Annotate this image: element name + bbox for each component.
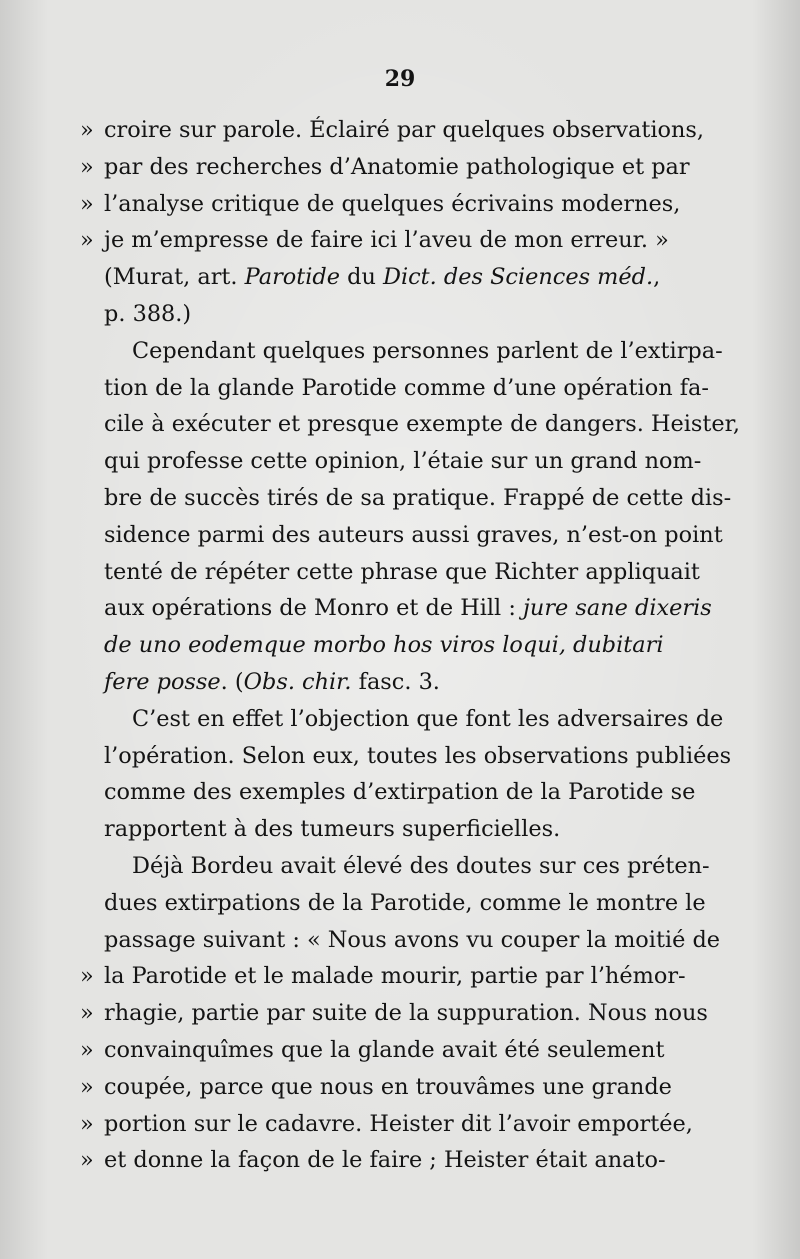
text-segment: portion sur le cadavre. Heister dit l’avoir emportée, bbox=[104, 1110, 693, 1137]
text-segment: . ( bbox=[220, 668, 244, 695]
text-segment: p. 388.) bbox=[104, 300, 192, 327]
text-segment: convainquîmes que la glande avait été seulement bbox=[104, 1036, 665, 1063]
text-segment: C’est en effet l’objection que font les adversaires de bbox=[132, 705, 724, 732]
text-segment: tenté de répéter cette phrase que Richter appliquait bbox=[104, 558, 700, 585]
quote-mark: » bbox=[80, 153, 94, 180]
text-segment: passage suivant : « Nous avons vu couper la moitié de bbox=[104, 926, 721, 953]
text-line bbox=[80, 222, 754, 259]
text-line bbox=[104, 848, 754, 885]
text-segment: qui professe cette opinion, l’étaie sur un grand nom- bbox=[104, 448, 702, 475]
text-segment: rapportent à des tumeurs superficielles. bbox=[104, 816, 561, 843]
text-line bbox=[104, 296, 754, 333]
quote-mark: » bbox=[80, 227, 94, 254]
text-line bbox=[104, 480, 754, 517]
body-text bbox=[80, 112, 754, 1179]
text-segment: coupée, parce que nous en trouvâmes une grande bbox=[104, 1073, 672, 1100]
italic-text: Parotide bbox=[244, 264, 340, 291]
text-segment: comme des exemples d’extirpation de la Parotide se bbox=[104, 779, 696, 806]
italic-text: Obs. chir. bbox=[243, 668, 352, 695]
text-line bbox=[104, 259, 754, 296]
italic-text: jure sane dixeris bbox=[522, 595, 712, 622]
quote-mark: » bbox=[80, 1110, 94, 1137]
text-line bbox=[104, 590, 754, 627]
text-segment: je m’empresse de faire ici l’aveu de mon erreur. » bbox=[104, 227, 669, 254]
text-segment: dues extirpations de la Parotide, comme le montre le bbox=[104, 889, 706, 916]
quote-mark: » bbox=[80, 190, 94, 217]
text-segment: croire sur parole. Éclairé par quelques observations, bbox=[104, 117, 705, 143]
quote-mark: » bbox=[80, 117, 94, 143]
text-line bbox=[104, 443, 754, 480]
text-line bbox=[80, 995, 754, 1032]
text-line bbox=[104, 333, 754, 370]
text-segment: la Parotide et le malade mourir, partie par l’hémor- bbox=[104, 963, 686, 990]
text-segment: l’analyse critique de quelques écrivains modernes, bbox=[104, 190, 681, 217]
text-line bbox=[104, 885, 754, 922]
text-line bbox=[80, 1032, 754, 1069]
italic-text: fere posse bbox=[104, 668, 221, 695]
text-line bbox=[80, 1106, 754, 1143]
text-segment: fasc. 3. bbox=[351, 668, 440, 695]
text-segment: rhagie, partie par suite de la suppuration. Nous nous bbox=[104, 1000, 708, 1027]
quote-mark: » bbox=[80, 1000, 94, 1027]
text-line bbox=[104, 406, 754, 443]
text-line bbox=[80, 149, 754, 186]
text-line bbox=[104, 627, 754, 664]
text-line bbox=[104, 774, 754, 811]
text-segment: par des recherches d’Anatomie pathologique et par bbox=[104, 153, 690, 180]
text-line bbox=[104, 554, 754, 591]
text-line bbox=[104, 811, 754, 848]
text-segment: Cependant quelques personnes parlent de l’extirpa- bbox=[132, 337, 723, 364]
text-segment: du bbox=[340, 264, 383, 291]
text-segment: l’opération. Selon eux, toutes les observations publiées bbox=[104, 742, 732, 769]
text-segment: (Murat, art. bbox=[104, 264, 245, 291]
italic-text: Dict. des Sciences méd. bbox=[383, 264, 654, 291]
text-line bbox=[80, 1142, 754, 1179]
text-line bbox=[104, 370, 754, 407]
text-line bbox=[80, 958, 754, 995]
text-segment: aux opérations de Monro et de Hill : bbox=[104, 595, 523, 622]
text-line bbox=[104, 738, 754, 775]
text-line bbox=[104, 664, 754, 701]
quote-mark: » bbox=[80, 963, 94, 990]
text-line bbox=[80, 1069, 754, 1106]
text-line bbox=[104, 517, 754, 554]
text-segment: , bbox=[653, 264, 661, 291]
page-number: 29 bbox=[384, 66, 416, 92]
text-segment: bre de succès tirés de sa pratique. Frappé de cette dis- bbox=[104, 484, 732, 511]
text-segment: cile à exécuter et presque exempte de dangers. Heister, bbox=[104, 411, 741, 438]
text-segment: Déjà Bordeu avait élevé des doutes sur ces préten- bbox=[132, 852, 710, 879]
text-line bbox=[104, 922, 754, 959]
quote-mark: » bbox=[80, 1036, 94, 1063]
text-segment: sidence parmi des auteurs aussi graves, n’est-on point bbox=[104, 521, 723, 548]
italic-text: de uno eodemque morbo hos viros loqui, dubitari bbox=[104, 632, 664, 659]
text-line bbox=[80, 186, 754, 223]
text-segment: et donne la façon de le faire ; Heister était anato- bbox=[104, 1147, 666, 1174]
quote-mark: » bbox=[80, 1073, 94, 1100]
text-segment: tion de la glande Parotide comme d’une opération fa- bbox=[104, 374, 709, 401]
text-line bbox=[80, 112, 754, 149]
quote-mark: » bbox=[80, 1147, 94, 1174]
text-line bbox=[104, 701, 754, 738]
